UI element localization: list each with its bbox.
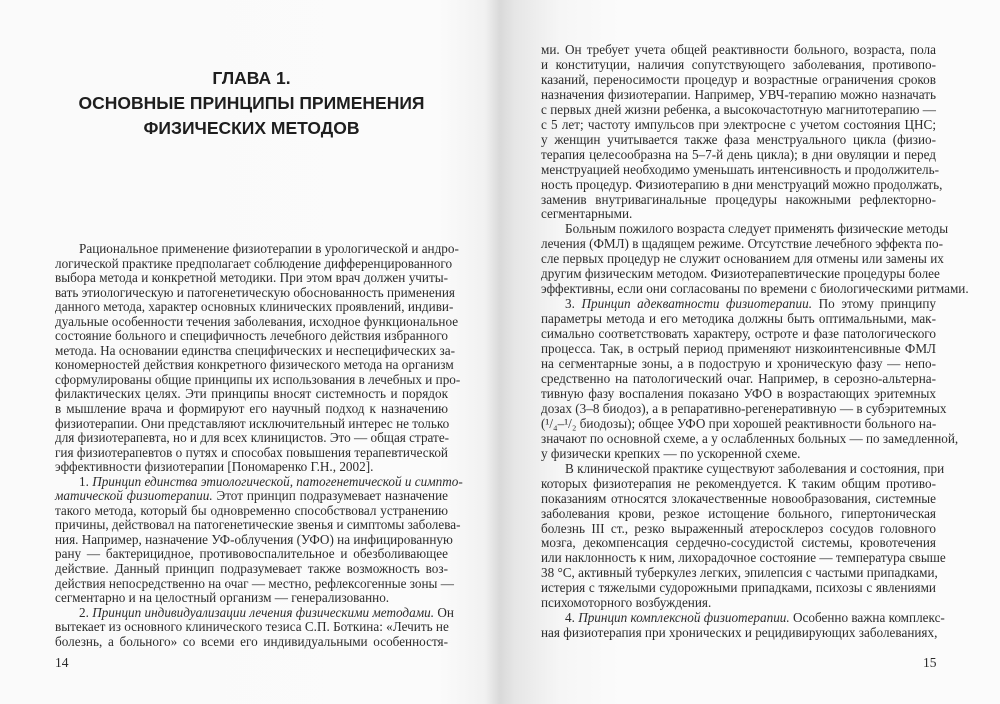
text-segment: выбора метода и конкретной методики. При этом врач должен учиты- [55, 270, 448, 286]
text-line [541, 118, 936, 133]
text-segment: физиотерапии. Они представляют исключительный интерес не только [55, 415, 450, 431]
text-line [55, 387, 448, 402]
text-line [55, 446, 448, 461]
text-segment: данного метода, характер основных клинических проявлений, индиви- [55, 299, 454, 315]
text-segment: 1. [79, 473, 93, 489]
text-segment: вать этиологическую и патогенетическую обоснованность применения [55, 284, 455, 300]
text-segment: в мышление врача и формируют его научный подход к назначению [55, 401, 448, 417]
text-segment: логической практике предполагает соблюдение дифференцированного [55, 255, 453, 271]
chapter-heading [55, 66, 448, 141]
text-line [541, 460, 945, 477]
text-line [55, 299, 454, 315]
text-line [541, 400, 947, 417]
text-line [541, 492, 936, 507]
text-line [55, 604, 454, 621]
text-line [541, 58, 936, 73]
text-segment: причины, действовал на патогенетические звенья и симптомы заболева- [55, 517, 461, 533]
text-line [541, 372, 936, 387]
text-line [55, 531, 453, 548]
text-line [541, 133, 936, 148]
text-segment: действия непосредственно на очаг — местно, рефлексогенные зоны — [55, 575, 454, 591]
text-line [541, 536, 936, 551]
text-line [541, 342, 936, 357]
text-line [541, 566, 936, 581]
text-line [55, 313, 459, 330]
text-segment: сформулированы общие принципы их использования в лечебных и про- [55, 371, 461, 387]
text-segment: ния. Например, назначение УФ-облучения (УФО) на инфицированную [55, 531, 453, 547]
text-segment: или наклонность к ним, лихорадочное состояние — температура свыше [541, 550, 946, 566]
text-line [541, 251, 944, 267]
page-number: 15 [923, 655, 937, 670]
text-segment: средственно на патологический очаг. Например, в серозно-альтерна- [541, 370, 936, 386]
text-segment: казаний, переносимости процедур и возрастные ограничения сроков [541, 71, 936, 87]
text-segment: 38 °C, активный туберкулез легких, эпилепсия с частыми припадками, [541, 565, 938, 581]
text-segment: показаниям относятся злокачественные новообразования, системные [541, 490, 936, 506]
text-segment: и конституции, наличия сопутствующего заболевания, противопо- [541, 56, 936, 72]
text-segment: 4. [565, 610, 579, 626]
text-segment: Этот принцип подразумевает назначение [212, 488, 448, 504]
text-segment: такого метода, который бы одновременно способствовал устранению [55, 502, 448, 518]
text-segment: терапия целесообразна на 5–7-й день цикла); в дни овуляции и перед [541, 146, 936, 162]
text-line [541, 610, 945, 626]
text-segment: с первых дней жизни ребенка, а высокочастотную магнитотерапию — [541, 101, 936, 117]
text-line [55, 342, 456, 359]
text-segment: заменив внутривагинальные процедуры накожными рефлекторно- [541, 191, 936, 207]
text-segment: для физиотерапевта, но и для всех клиницистов. Это — общая страте- [55, 430, 450, 446]
text-segment: болезнь, а больного» со всеми его индивидуальными особенностя- [55, 633, 448, 649]
text-line [541, 447, 936, 462]
text-line [541, 193, 936, 208]
text-line [55, 329, 448, 344]
text-segment: другим физическим методом. Физиотерапевтические процедуры более [541, 266, 940, 282]
text-line [541, 221, 949, 237]
text-line [55, 620, 448, 635]
text-line [55, 255, 453, 272]
text-segment: ность процедур. Физиотерапию в дни менструаций можно продолжать, [541, 176, 943, 192]
text-line [55, 489, 448, 504]
text-segment: Особенно важна комплекс- [789, 610, 945, 626]
text-segment: действие. Данный принцип подразумевает также возможность воз- [55, 561, 448, 577]
text-segment: Больным пожилого возраста следует применять физические методы [565, 221, 949, 237]
text-segment: 2. [79, 604, 93, 620]
text-line [541, 103, 936, 118]
text-line [541, 550, 946, 566]
text-segment: вытекает из основного клинического тезиса С.П. Боткина: «Лечить не [55, 619, 449, 635]
text-segment: эффективны, если они согласованы по времени с биологическими ритмами. [541, 281, 969, 297]
text-line [55, 460, 448, 475]
page-number: 14 [55, 655, 69, 670]
text-segment: с 5 лет; частоту импульсов при электросне с учетом состояния ЦНС; [541, 116, 936, 132]
text-segment: назначения физиотерапии. Например, УВЧ-терапию можно назначать [541, 86, 936, 102]
left-page-body-text [55, 241, 463, 649]
text-line [541, 477, 936, 492]
text-line [541, 312, 936, 327]
chapter-title-line: ОСНОВНЫЕ ПРИНЦИПЫ ПРИМЕНЕНИЯ [78, 93, 425, 113]
text-segment: Он [434, 604, 454, 620]
text-segment: гия физиотерапевтов о путях и способах повышения терапевтической [55, 444, 448, 460]
italic-principle-title: матической физиотерапии. [55, 488, 213, 504]
text-line [55, 591, 448, 606]
text-line [55, 431, 448, 446]
text-segment: дозах (3–8 биодоз), а в репаративно-регенеративную — в субэритемных [541, 400, 947, 416]
text-line [55, 547, 448, 562]
text-segment: рану — бактерицидное, противовоспалительное и обезболивающее [55, 546, 448, 562]
text-segment: По этому принципу [812, 296, 936, 312]
text-line [55, 417, 448, 432]
text-line [55, 562, 448, 577]
text-line [541, 626, 936, 641]
text-segment: ная физиотерапия при хронических и рецидивирующих заболеваниях, [541, 625, 938, 641]
text-segment: значают по основной схеме, а у ослабленных больных — по замедленной, [541, 430, 959, 446]
text-line [541, 88, 936, 103]
text-segment: (¹/₄–¹/₂ биодозы); общее УФО при хорошей реактивности больного на- [541, 415, 937, 431]
text-line [541, 430, 959, 447]
text-line [541, 266, 940, 282]
text-segment: процесса. Так, в острый период применяют низкоинтенсивные ФМЛ [541, 341, 936, 357]
text-segment: у физически крепких — по ускоренной схеме. [541, 445, 801, 461]
text-segment: кономерностей действия конкретного физического метода на организм [55, 357, 454, 373]
right-page [500, 0, 1000, 704]
text-segment: тивную фазу воспаления показано УФО в возрастающих эритемных [541, 385, 936, 401]
text-line [55, 473, 463, 490]
text-segment: сегментарными. [541, 206, 633, 222]
text-line [541, 581, 936, 596]
text-segment: мозга, декомпенсация сердечно-сосудистой системы, кровотечения [541, 535, 936, 551]
text-line [541, 417, 936, 432]
text-line [541, 297, 936, 312]
text-segment: сегментарно и на целостный организм — генерализованно. [55, 590, 390, 606]
chapter-label: ГЛАВА 1. [212, 68, 291, 88]
text-segment: симально соответствовать характеру, остроте и фазе патологического [541, 326, 936, 342]
text-segment: метода. На основании единства специфических и неспецифических за- [55, 342, 456, 358]
text-line [541, 176, 943, 193]
text-line [55, 504, 448, 519]
text-line [541, 522, 936, 537]
text-segment: сле первых процедур не служит основанием для отмены или замены их [541, 251, 944, 267]
text-segment: на сегментарные зоны, а в подострую и хроническую фазу — непо- [541, 356, 936, 372]
text-segment: состояние больного и специфичность лечебного действия избранного [55, 328, 448, 344]
text-segment: 3. [565, 296, 582, 312]
text-segment: истерия с тяжелыми судорожными припадками, психозы с явлениями [541, 580, 936, 596]
text-line [541, 148, 936, 163]
text-line [55, 284, 455, 301]
text-segment: филактических целях. Эти принципы вносят системность и порядок [55, 386, 448, 402]
text-line [541, 357, 936, 372]
text-segment: ми. Он требует учета общей реактивности больного, возраста, пола [541, 42, 936, 57]
text-line [55, 517, 461, 533]
text-line [55, 402, 448, 417]
chapter-title-line: ФИЗИЧЕСКИХ МЕТОДОВ [143, 118, 360, 138]
italic-principle-title: Принцип комплексной физиотерапии. [578, 610, 790, 626]
text-line [541, 236, 944, 252]
text-segment: Рациональное применение физиотерапии в урологической и андро- [79, 241, 459, 256]
text-segment: которых физиотерапия не рекомендуется. К таким общим противо- [541, 475, 936, 491]
text-line [55, 635, 448, 650]
text-segment: у женщин учитывается также фаза менструального цикла (физио- [541, 131, 936, 147]
italic-principle-title: Принцип адекватности физиотерапии. [581, 296, 812, 312]
text-segment: психомоторного возбуждения. [541, 595, 712, 611]
text-segment: В клинической практике существуют заболевания и состояния, при [565, 460, 945, 476]
text-line [55, 575, 454, 592]
text-line [541, 387, 936, 402]
text-segment: параметры метода и его методика должны быть оптимальными, мак- [541, 311, 936, 327]
text-line [541, 73, 936, 88]
text-line [55, 271, 448, 286]
text-segment: болезнь III ст., резко выраженный атеросклероз сосудов головного [541, 520, 936, 536]
text-line [541, 207, 936, 222]
text-line [541, 507, 936, 522]
text-line [55, 241, 459, 257]
text-line [541, 281, 969, 297]
text-segment: заболевания крови, резкое истощение больного, гипертоническая [541, 505, 936, 521]
italic-principle-title: Принцип единства этиологической, патогенетической и симпто- [92, 473, 463, 489]
italic-principle-title: Принцип индивидуализации лечения физическими методами. [92, 604, 435, 620]
text-segment: дуальные особенности течения заболевания, исходное функциональное [55, 313, 459, 329]
text-line [541, 327, 936, 342]
text-segment: лечения (ФМЛ) в щадящем режиме. Отсутствие лечебного эффекта по- [541, 236, 944, 252]
text-line [541, 596, 936, 611]
right-page-body-text [541, 42, 969, 641]
text-line [541, 43, 936, 58]
text-segment: эффективности физиотерапии [Пономаренко Г.Н., 2002]. [55, 459, 374, 475]
text-line [55, 371, 461, 388]
text-segment: менструацией необходимо уменьшать интенсивность и продолжитель- [541, 161, 940, 177]
text-line [541, 161, 940, 178]
text-line [55, 357, 454, 373]
